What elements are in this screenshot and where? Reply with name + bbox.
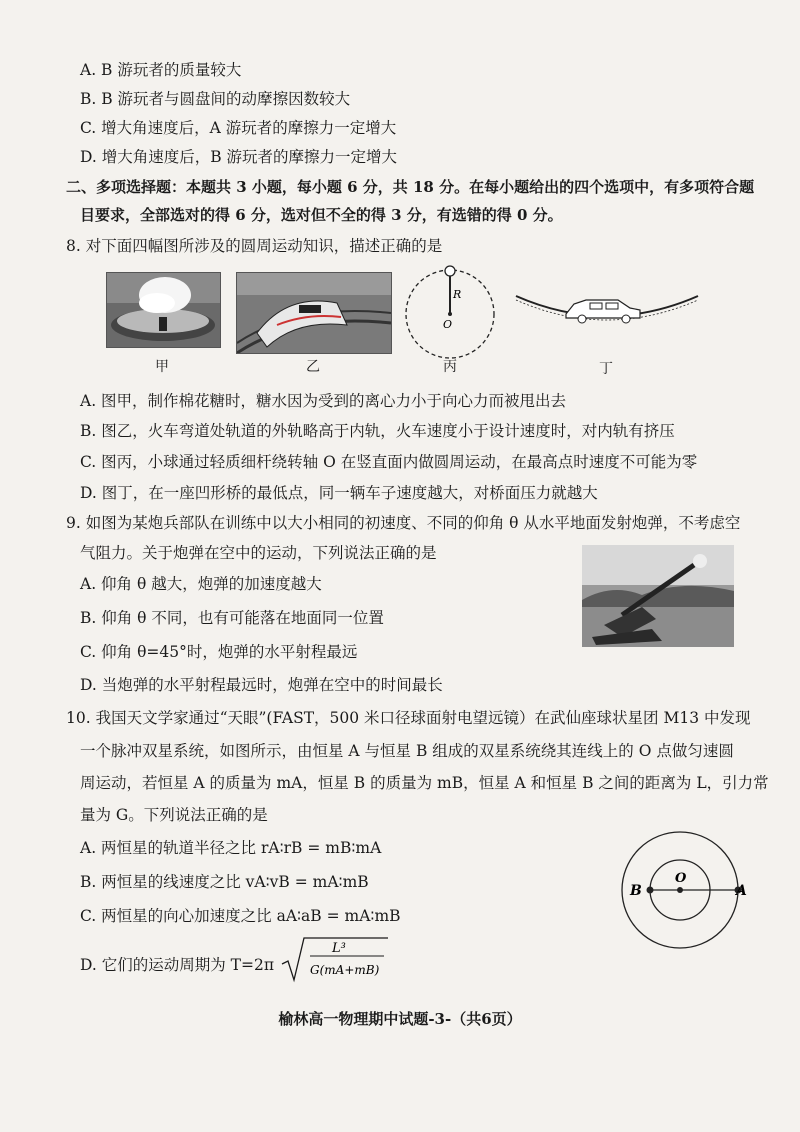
label-star-b: B bbox=[630, 883, 642, 899]
q8-stem: 8. 对下面四幅图所涉及的圆周运动知识，描述正确的是 bbox=[66, 237, 443, 255]
q10-stem-line4: 量为 G。下列说法正确的是 bbox=[80, 806, 268, 824]
q10-stem-line1: 10. 我国天文学家通过“天眼”(FAST，500 米口径球面射电望远镜）在武仙座球状星团 M13 中发现 bbox=[66, 709, 751, 727]
formula-numerator: L³ bbox=[332, 941, 346, 956]
q8-option-d: D. 图丁，在一座凹形桥的最低点，同一辆车子速度越大，对桥面压力就越大 bbox=[80, 484, 598, 502]
q10-option-d: D. 它们的运动周期为 T=2π bbox=[80, 956, 275, 974]
q10-stem-line3: 周运动，若恒星 A 的质量为 mA，恒星 B 的质量为 mB，恒星 A 和恒星 B 之间的距离为 L，引力常 bbox=[80, 774, 769, 792]
q9-option-b: B. 仰角 θ 不同，也有可能落在地面同一位置 bbox=[80, 609, 384, 627]
label-r: R bbox=[453, 288, 462, 301]
figure-artillery bbox=[582, 545, 734, 647]
q7-option-c: C. 增大角速度后，A 游玩者的摩擦力一定增大 bbox=[80, 119, 397, 137]
q7-option-a: A. B 游玩者的质量较大 bbox=[80, 61, 242, 79]
label-center-o: O bbox=[675, 871, 687, 886]
q7-option-b: B. B 游玩者与圆盘间的动摩擦因数较大 bbox=[80, 90, 351, 108]
figure-train-curve bbox=[236, 272, 392, 354]
q10-stem-line2: 一个脉冲双星系统，如图所示，由恒星 A 与恒星 B 组成的双星系统绕其连线上的 O 点做匀速圆 bbox=[80, 742, 734, 760]
section2-heading-line1: 二、多项选择题：本题共 3 小题，每小题 6 分，共 18 分。在每小题给出的四个选项中，有多项符合题 bbox=[66, 178, 755, 196]
q8-option-a: A. 图甲，制作棉花糖时，糖水因为受到的离心力小于向心力而被甩出去 bbox=[80, 392, 567, 410]
caption-jia: 甲 bbox=[155, 359, 169, 375]
period-formula bbox=[280, 934, 390, 984]
q9-option-c: C. 仰角 θ=45°时，炮弹的水平射程最远 bbox=[80, 643, 358, 661]
figure-concave-bridge bbox=[514, 286, 700, 346]
label-star-a: A bbox=[736, 883, 747, 899]
q8-option-b: B. 图乙，火车弯道处轨道的外轨略高于内轨，火车速度小于设计速度时，对内轨有挤压 bbox=[80, 422, 675, 440]
q10-option-c: C. 两恒星的向心加速度之比 aA∶aB = mA∶mB bbox=[80, 907, 401, 925]
q10-option-a: A. 两恒星的轨道半径之比 rA∶rB = mB∶mA bbox=[80, 839, 382, 857]
q9-option-d: D. 当炮弹的水平射程最远时，炮弹在空中的时间最长 bbox=[80, 676, 443, 694]
caption-yi: 乙 bbox=[306, 359, 320, 375]
q10-option-b: B. 两恒星的线速度之比 vA∶vB = mA∶mB bbox=[80, 873, 369, 891]
q8-option-c: C. 图丙，小球通过轻质细杆绕转轴 O 在竖直面内做圆周运动，在最高点时速度不可能为零 bbox=[80, 453, 698, 471]
q9-stem-line2: 气阻力。关于炮弹在空中的运动，下列说法正确的是 bbox=[80, 544, 437, 562]
caption-ding: 丁 bbox=[599, 361, 613, 377]
section2-heading-line2: 目要求，全部选对的得 6 分，选对但不全的得 3 分，有选错的得 0 分。 bbox=[80, 206, 563, 224]
figure-binary-star bbox=[618, 822, 748, 952]
page-footer: 榆林高一物理期中试题-3-（共6页） bbox=[278, 1010, 522, 1028]
q9-option-a: A. 仰角 θ 越大，炮弹的加速度越大 bbox=[80, 575, 322, 593]
q7-option-d: D. 增大角速度后，B 游玩者的摩擦力一定增大 bbox=[80, 148, 398, 166]
figure-cotton-candy bbox=[106, 272, 221, 348]
formula-denominator: G(mA+mB) bbox=[310, 963, 380, 977]
caption-bing: 丙 bbox=[443, 359, 457, 375]
q9-stem-line1: 9. 如图为某炮兵部队在训练中以大小相同的初速度、不同的仰角 θ 从水平地面发射炮弹，不考虑空 bbox=[66, 514, 741, 532]
label-o: O bbox=[443, 318, 453, 331]
figure-vertical-circle bbox=[402, 262, 502, 362]
